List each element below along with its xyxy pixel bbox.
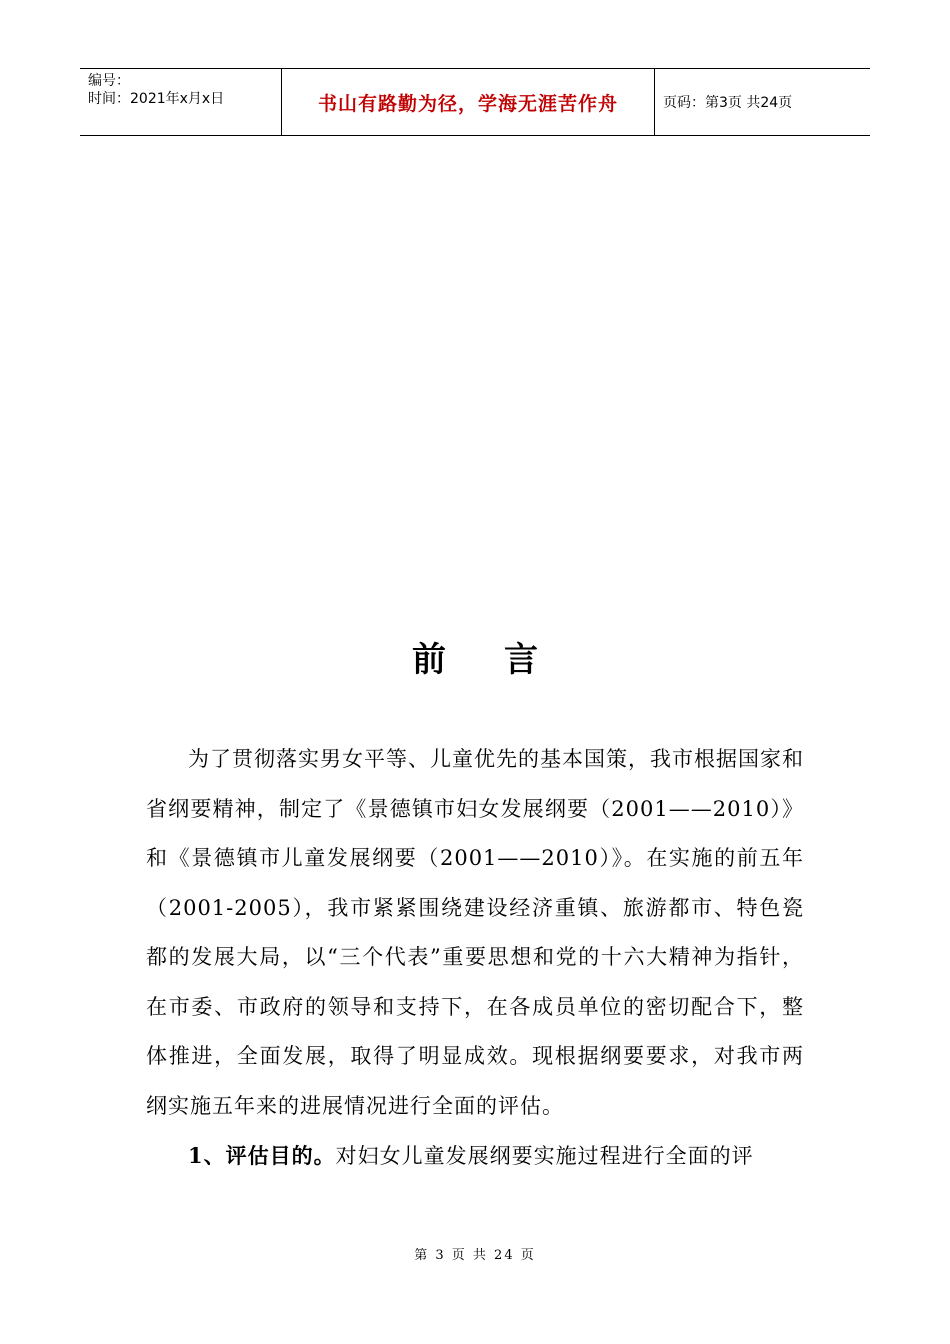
time-label: 时间：2021年x月x日 xyxy=(88,91,225,107)
title-part-2: 言 xyxy=(504,640,538,680)
paragraph-2-heading: 1、评估目的。 xyxy=(188,1143,336,1168)
page-footer: 第 3 页 共 24 页 xyxy=(414,1248,536,1263)
paragraph-2-text: 对妇女儿童发展纲要实施过程进行全面的评 xyxy=(335,1144,754,1168)
number-label: 编号： xyxy=(88,73,130,89)
paragraph-2 xyxy=(146,1131,804,1182)
header-table xyxy=(80,68,870,136)
header-meta-cell xyxy=(80,69,281,135)
page-title xyxy=(0,632,950,681)
paragraph-1: 为了贯彻落实男女平等、儿童优先的基本国策，我市根据国家和省纲要精神，制定了《景德镇市妇女发展纲要（2001——2010）》和《景德镇市儿童发展纲要（2001——2010）》。在实施的前五年（2001-2005），我市紧紧围绕建设经济重镇、旅游都市、特色瓷都的发展大局，以“三个代表”重要思想和党的十六大精神为指针，在市委、市政府的领导和支持下，在各成员单位的密切配合下，整体推进，全面发展，取得了明显成效。现根据纲要要求，对我市两纲实施五年来的进展情况进行全面的评估。 xyxy=(146,747,804,1118)
header-page-info: 页码：第3页 共24页 xyxy=(663,95,793,111)
header-motto: 书山有路勤为径，学海无涯苦作舟 xyxy=(281,69,655,135)
title-part-1: 前 xyxy=(412,640,446,680)
body-text xyxy=(146,735,804,1182)
